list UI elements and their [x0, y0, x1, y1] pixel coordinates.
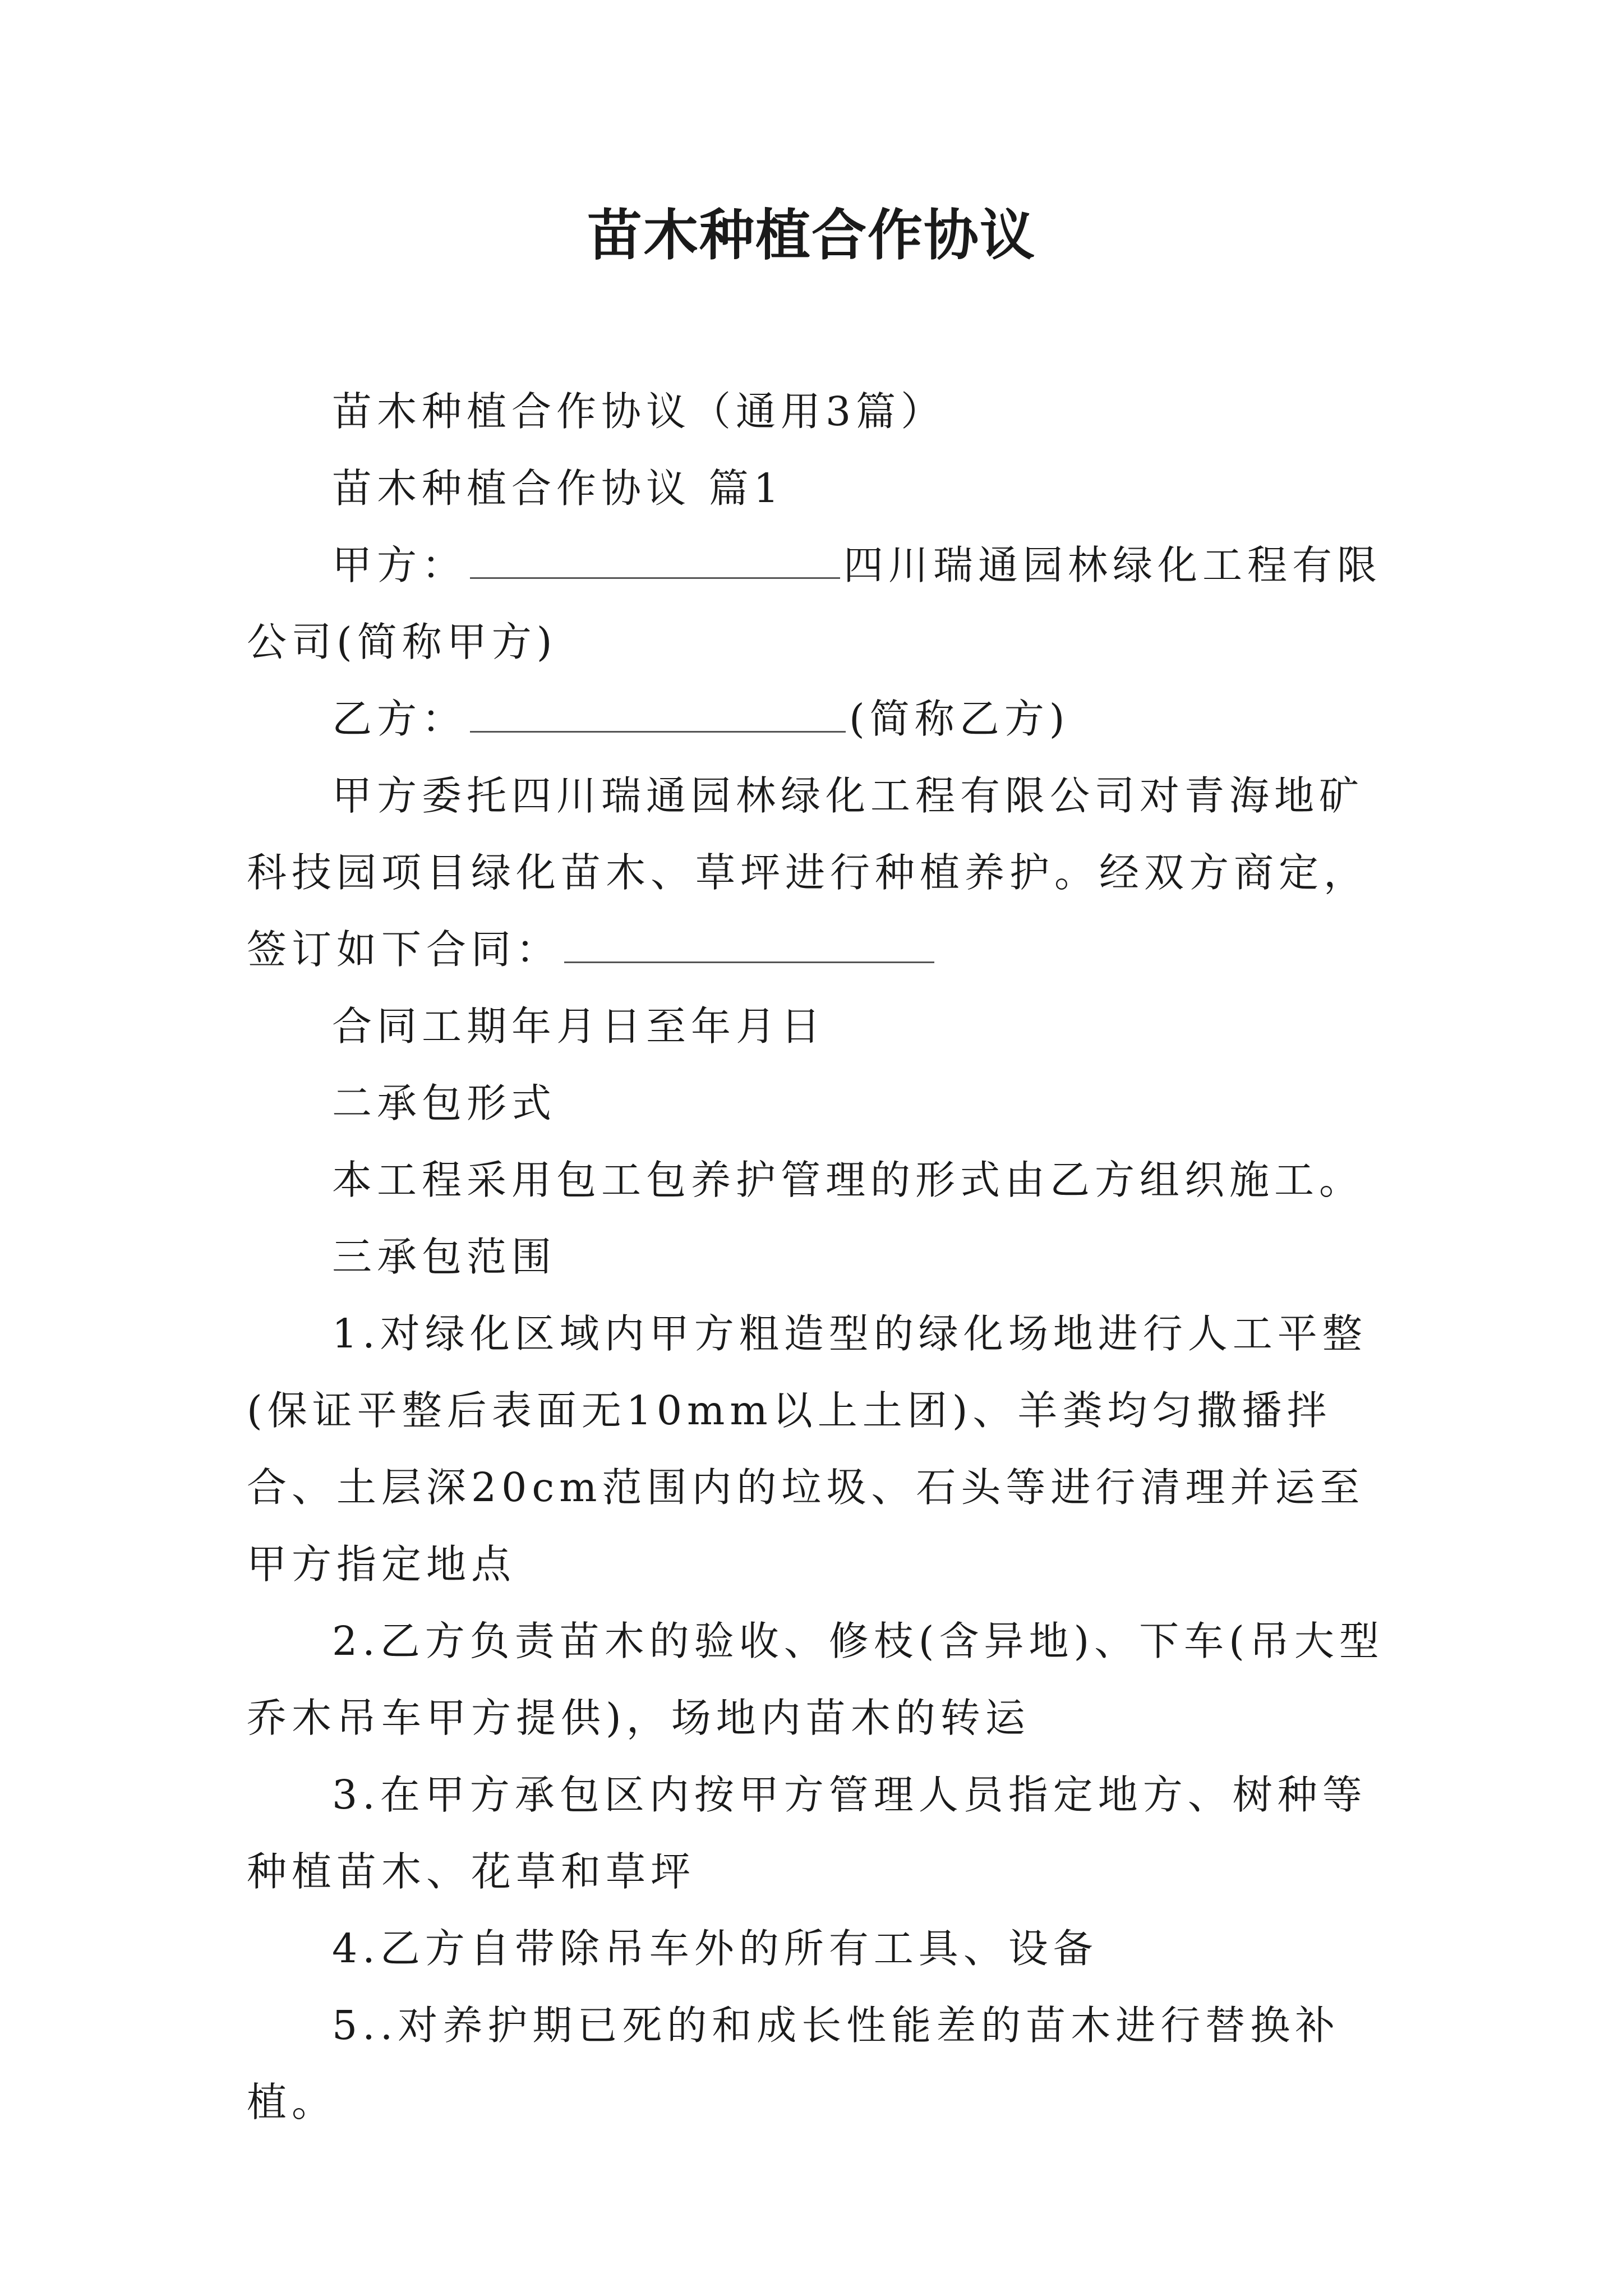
scope-item: 3.在甲方承包区内按甲方管理人员指定地方、树种等种植苗木、花草和草坪 [247, 1772, 1367, 1895]
party-a-text: 四川瑞通园林绿化工程有限公司(简称甲方) [247, 542, 1382, 665]
intro-paragraph [247, 757, 1385, 988]
party-b-blank [470, 692, 846, 733]
party-b-text: (简称乙方) [849, 696, 1070, 742]
contract-term: 合同工期年月日至年月日 [332, 1003, 826, 1050]
party-a-label: 甲方： [332, 542, 467, 588]
scope-item: 2.乙方负责苗木的验收、修枝(含异地)、下车(吊大型乔木吊车甲方提供)，场地内苗木的转运 [247, 1618, 1384, 1741]
document-title: 苗木种植合作协议 [587, 203, 1036, 268]
subtitle: 苗木种植合作协议（通用3篇） [332, 388, 946, 435]
party-a-blank [470, 538, 840, 579]
form-text: 本工程采用包工包养护管理的形式由乙方组织施工。 [332, 1157, 1364, 1203]
scope-item: 1.对绿化区域内甲方粗造型的绿化场地进行人工平整(保证平整后表面无10mm以上土团)、羊粪均匀撒播拌合、土层深20cm范围内的垃圾、石头等进行清理并运至甲方指定地点 [247, 1310, 1367, 1588]
intro-blank [564, 922, 934, 963]
intro-text: 甲方委托四川瑞通园林绿化工程有限公司对青海地矿科技园项目绿化苗木、草坪进行种植养护。经双方商定，签订如下合同： [247, 772, 1369, 973]
scope-heading: 三承包范围 [332, 1234, 557, 1280]
form-heading: 二承包形式 [332, 1080, 557, 1126]
party-b-line [247, 680, 1385, 757]
scope-item: 5..对养护期已死的和成长性能差的苗木进行替换补植。 [247, 2002, 1340, 2125]
document-body [247, 373, 1385, 2141]
scope-item: 4.乙方自带除吊车外的所有工具、设备 [332, 1925, 1098, 1972]
party-a-line [247, 527, 1385, 680]
section-heading: 苗木种植合作协议 篇1 [332, 465, 784, 512]
party-b-label: 乙方： [332, 696, 467, 742]
